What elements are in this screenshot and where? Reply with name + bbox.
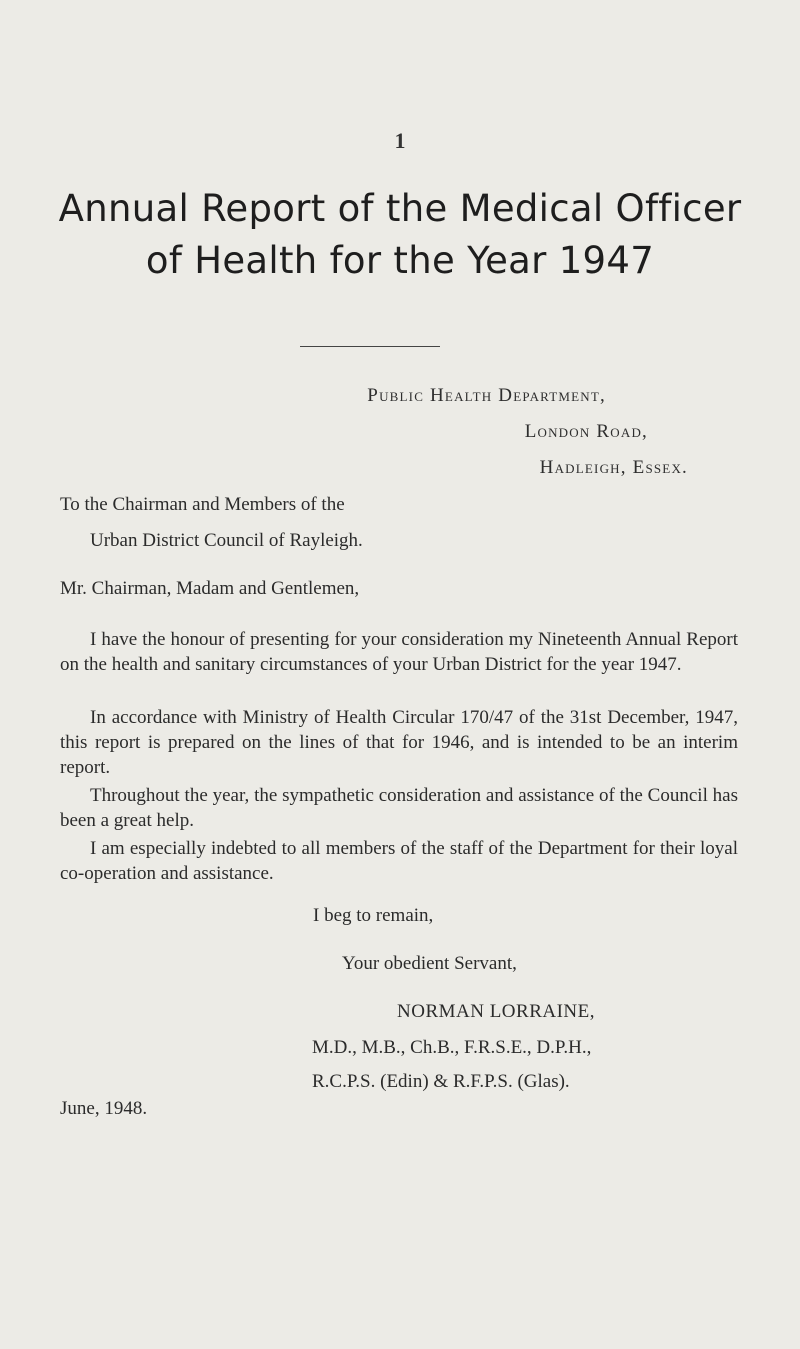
closing-line-1: I beg to remain,	[313, 905, 434, 926]
paragraph-4	[60, 836, 738, 886]
paragraph-1-text: I have the honour of presenting for your consideration my Nineteenth Annual Report on the health and sanitary circumstances of your Urban District for the year 1947.	[60, 629, 738, 675]
title-line-2: of Health for the Year 1947	[145, 239, 655, 282]
report-title	[0, 183, 800, 287]
report-date: June, 1948.	[60, 1098, 148, 1119]
address-line-1: Public Health Department,	[367, 385, 606, 406]
greeting: Mr. Chairman, Madam and Gentlemen,	[60, 578, 360, 599]
paragraph-3-text: Throughout the year, the sympathetic consideration and assistance of the Council has been a great help.	[60, 785, 738, 831]
paragraph-2	[60, 705, 738, 780]
paragraph-1	[60, 627, 738, 677]
divider-rule	[300, 346, 440, 347]
title-line-1: Annual Report of the Medical Officer	[58, 187, 742, 230]
paragraph-3	[60, 783, 738, 833]
signatory-qualifications-2: R.C.P.S. (Edin) & R.F.P.S. (Glas).	[312, 1071, 570, 1092]
paragraph-2-text: In accordance with Ministry of Health Circular 170/47 of the 31st December, 1947, this report is prepared on the lines of that for 1946, and is intended to be an interim report.	[60, 707, 738, 778]
page-number: 1	[394, 128, 406, 153]
paragraph-4-text: I am especially indebted to all members of the staff of the Department for their loyal co-operation and assistance.	[60, 838, 738, 884]
signatory-name: NORMAN LORRAINE,	[397, 1001, 595, 1022]
address-line-3: Hadleigh, Essex.	[539, 457, 688, 478]
signatory-qualifications-1: M.D., M.B., Ch.B., F.R.S.E., D.P.H.,	[312, 1037, 592, 1058]
address-line-2: London Road,	[524, 421, 648, 442]
closing-line-2: Your obedient Servant,	[342, 953, 517, 974]
addressee-line-2: Urban District Council of Rayleigh.	[90, 530, 363, 551]
addressee-line-1: To the Chairman and Members of the	[60, 494, 345, 515]
